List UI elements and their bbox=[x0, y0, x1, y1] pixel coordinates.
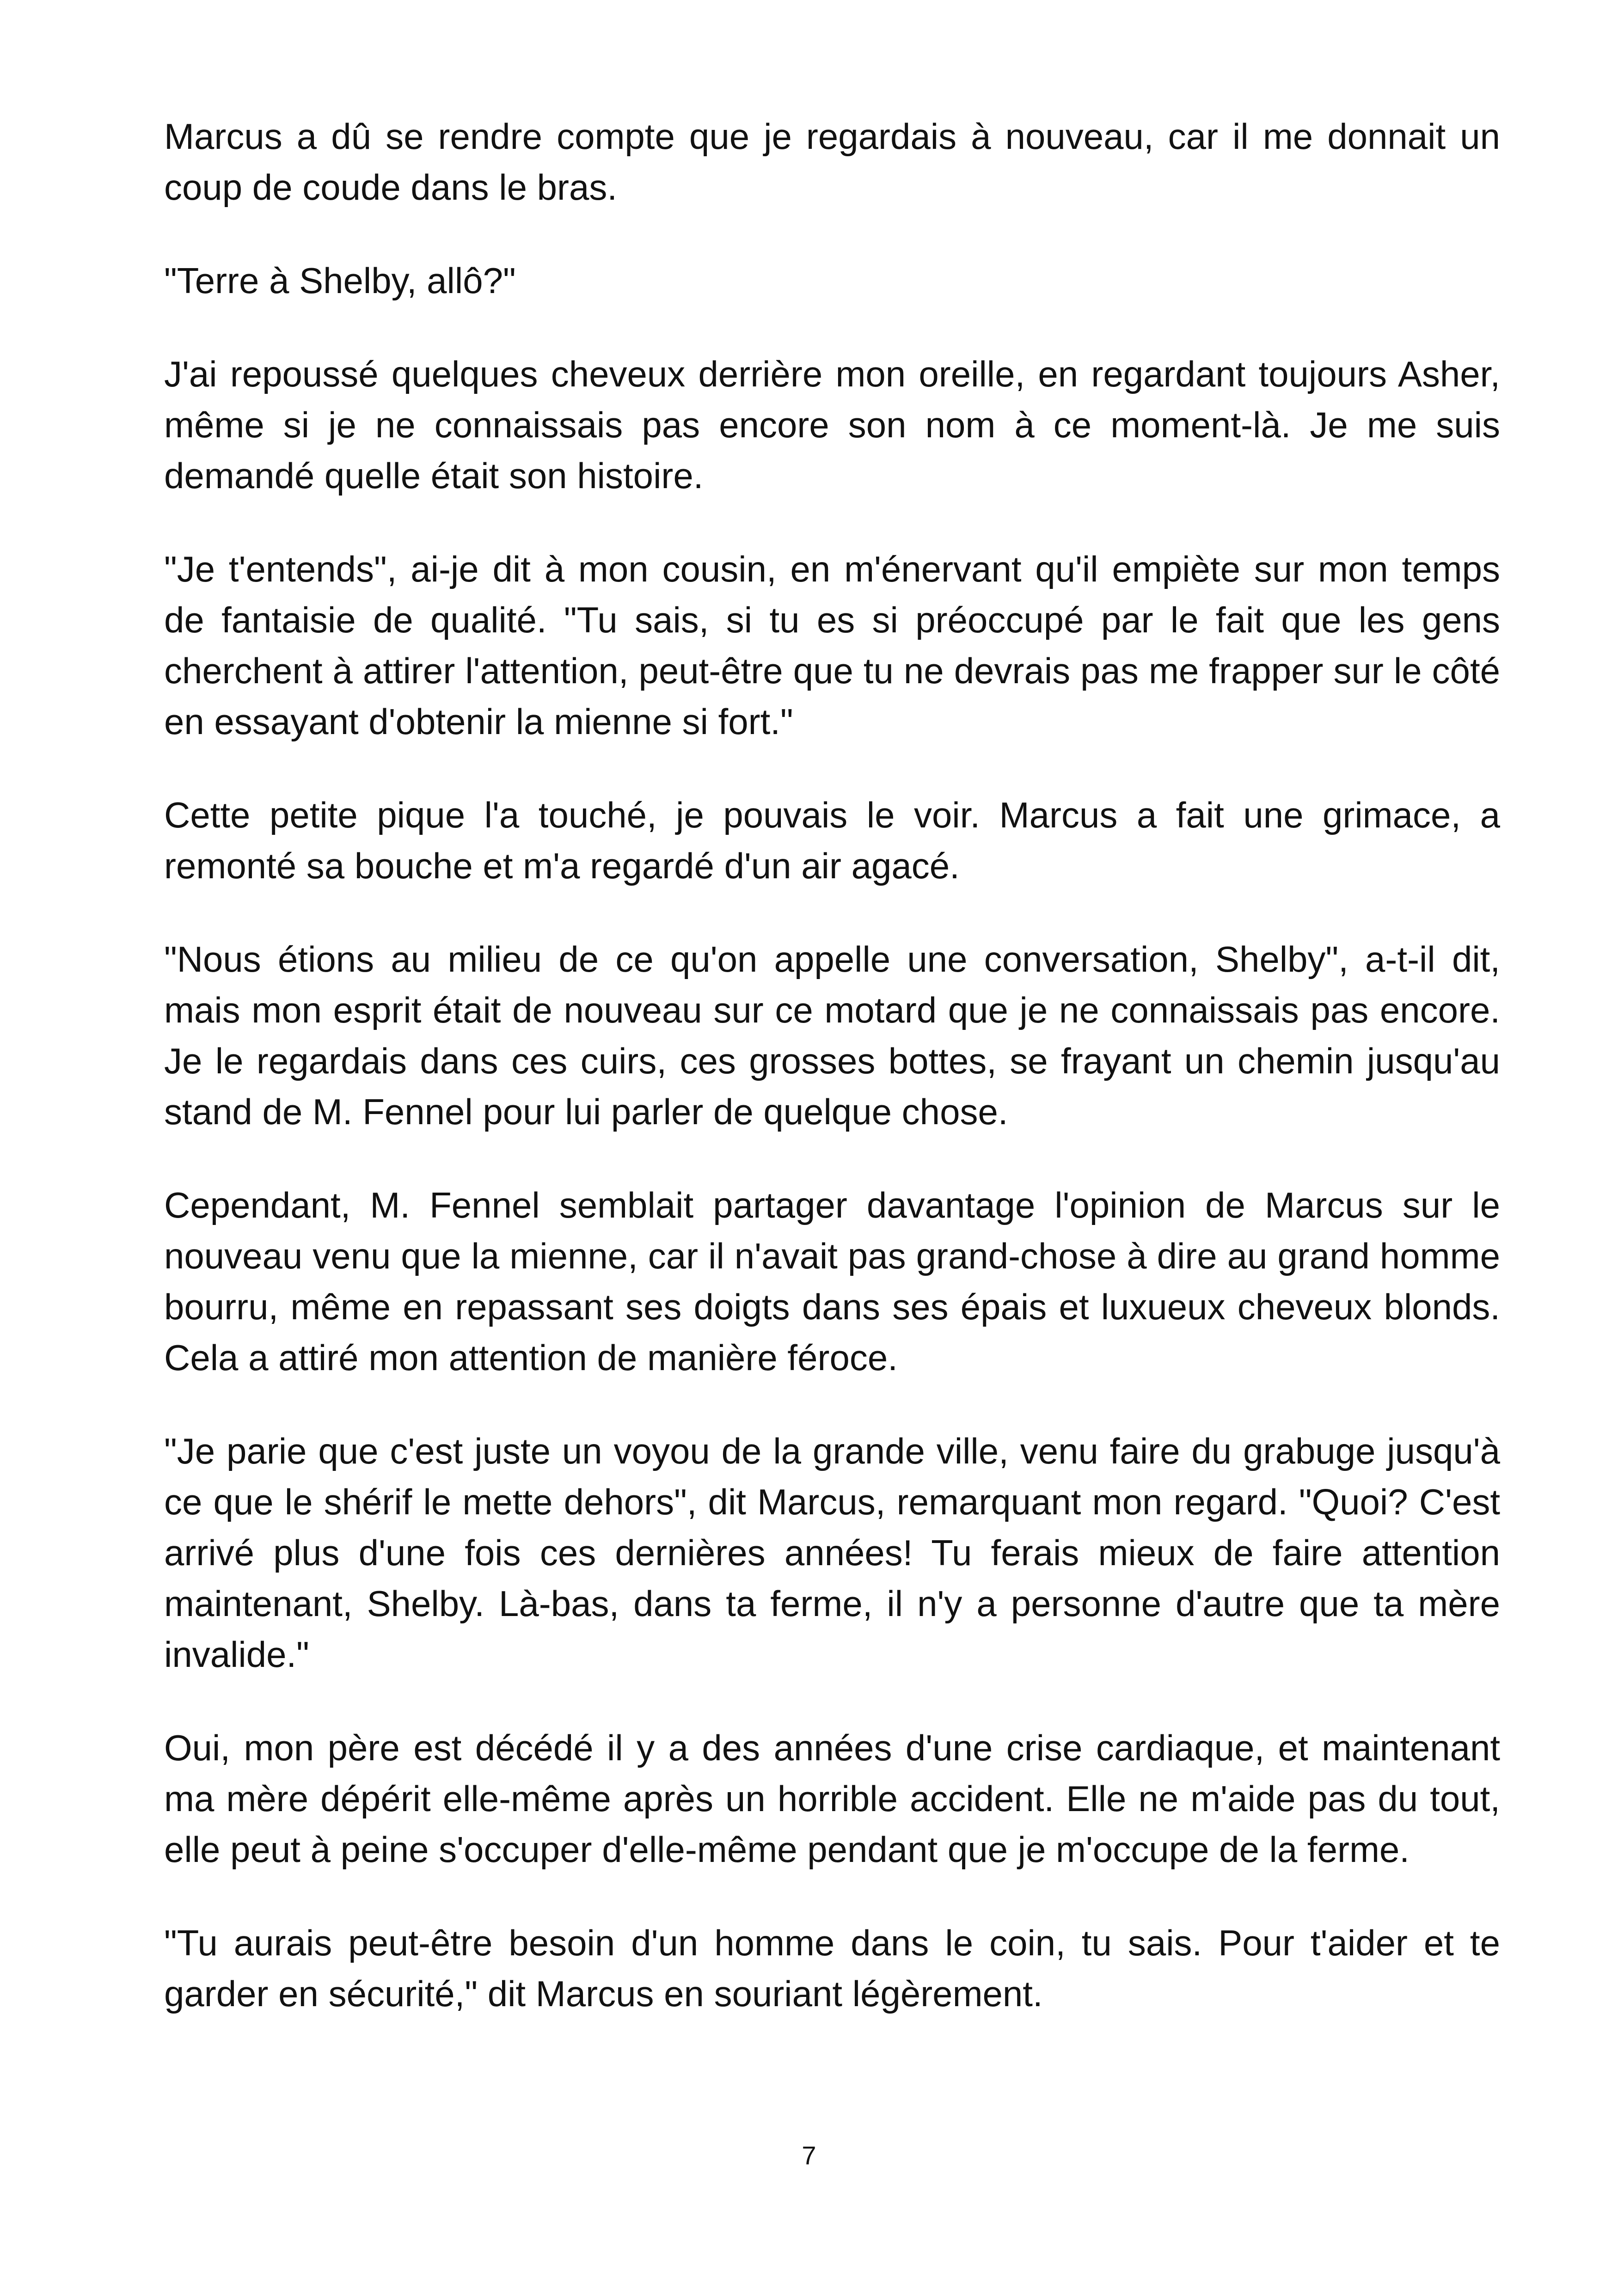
paragraph: Cependant, M. Fennel semblait partager davantage l'opinion de Marcus sur le nouveau venu que la mienne, car il n'avait pas grand-chose à dire au grand homme bourru, même en repassant ses doigts dans ses épais et luxueux cheveux blonds. Cela a attiré mon attention de manière féroce. bbox=[164, 1185, 1500, 1378]
paragraph: "Terre à Shelby, allô?" bbox=[164, 260, 516, 301]
paragraph: Oui, mon père est décédé il y a des années d'une crise cardiaque, et maintenant ma mère dépérit elle-même après un horrible accident. Elle ne m'aide pas du tout, elle peut à peine s'occuper d'elle-même pendant que je m'occupe de la ferme. bbox=[164, 1727, 1500, 1870]
paragraph: "Je t'entends", ai-je dit à mon cousin, en m'énervant qu'il empiète sur mon temps de fantaisie de qualité. "Tu sais, si tu es si préoccupé par le fait que les gens cherchent à attirer l'attention, peut-être que tu ne devrais pas me frapper sur le côté en essayant d'obtenir la mienne si fort." bbox=[164, 549, 1500, 742]
paragraph: "Je parie que c'est juste un voyou de la grande ville, venu faire du grabuge jusqu'à ce que le shérif le mette dehors", dit Marcus, remarquant mon regard. "Quoi? C'est arrivé plus d'une fois ces dernières années! Tu ferais mieux de faire attention maintenant, Shelby. Là-bas, dans ta ferme, il n'y a personne d'autre que ta mère invalide." bbox=[164, 1431, 1500, 1675]
paragraph: Marcus a dû se rendre compte que je regardais à nouveau, car il me donnait un coup de coude dans le bras. bbox=[164, 116, 1500, 208]
page-number: 7 bbox=[802, 2141, 816, 2170]
paragraph: Cette petite pique l'a touché, je pouvais le voir. Marcus a fait une grimace, a remonté sa bouche et m'a regardé d'un air agacé. bbox=[164, 795, 1500, 886]
paragraph: J'ai repoussé quelques cheveux derrière mon oreille, en regardant toujours Asher, même si je ne connaissais pas encore son nom à ce moment-là. Je me suis demandé quelle était son histoire. bbox=[164, 354, 1500, 496]
paragraph: "Nous étions au milieu de ce qu'on appelle une conversation, Shelby", a-t-il dit, mais mon esprit était de nouveau sur ce motard que je ne connaissais pas encore. Je le regardais dans ces cuirs, ces grosses bottes, se frayant un chemin jusqu'au stand de M. Fennel pour lui parler de quelque chose. bbox=[164, 939, 1500, 1132]
paragraph: "Tu aurais peut-être besoin d'un homme dans le coin, tu sais. Pour t'aider et te garder en sécurité," dit Marcus en souriant légèrement. bbox=[164, 1923, 1500, 2014]
body-text bbox=[164, 111, 1500, 2062]
